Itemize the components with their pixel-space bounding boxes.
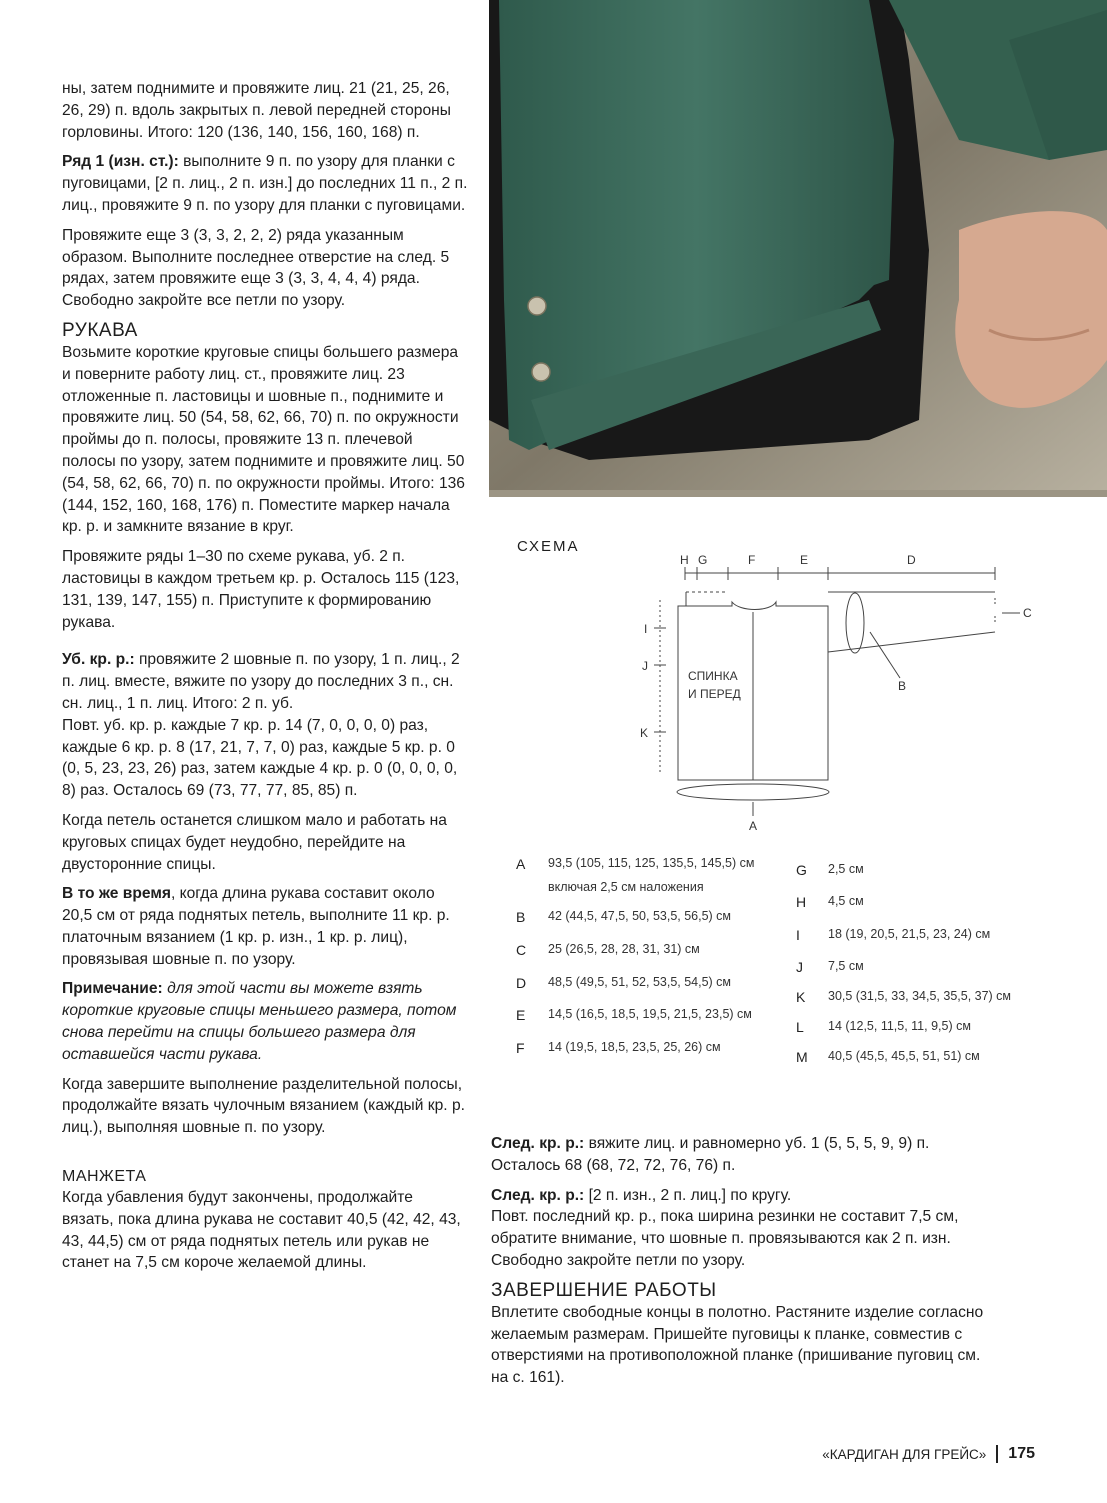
page-number: 175: [1008, 1445, 1035, 1462]
ribbing-paragraph: Повт. последний кр. р., пока ширина резинки не составит 7,5 см, обратите внимание, что шовные п. провязываются как 2 п. изн. Свободно закройте петли по узору.: [491, 1208, 959, 1269]
dpn-paragraph: Когда петель останется слишком мало и работать на круговых спицах будет неудобно, перейдите на двусторонние спицы.: [62, 811, 447, 873]
finishing-heading: ЗАВЕРШЕНИЕ РАБОТЫ: [491, 1279, 717, 1301]
next-round-2-paragraph: [491, 1185, 991, 1207]
cuff-heading: МАНЖЕТА: [62, 1168, 147, 1186]
label-c: C: [1023, 606, 1032, 620]
finishing-paragraph: Вплетите свободные концы в полотно. Растяните изделие согласно желаемым размерам. Пришейте пуговицы к планке, совместив с отверстиями на противоположной планке (пришивание пуговиц см. на с. 161).: [491, 1303, 984, 1387]
garment-schematic: [600, 540, 1060, 840]
decrease-label: Уб. кр. р.:: [62, 651, 135, 669]
cuff-paragraph: Когда убавления будут закончены, продолжайте вязать, пока длина рукава не составит 40,5 (42, 42, 43, 43, 44,5) см от ряда поднятых петель или рукав не станет на 7,5 см короче желаемой длины.: [62, 1189, 461, 1272]
sleeves-heading: РУКАВА: [62, 319, 138, 341]
measurements-left: A 93,5 (105, 115, 125, 135,5, 145,5) см включая 2,5 см наложения B 42 (44,5, 47,5, 50, 53,5, 56,5) см C 25 (26,5, 28, 28, 31, 31) см D 48,5 (49,5, 51, 52, 53,5, 54,5) см E 14,5 (16,5, 18,5, 19,5, 21,5, 23,5) см F 14 (19,5, 18,5, 23,5, 25, 26) см: [516, 856, 755, 1056]
next-round-1-text: вяжите лиц. и равномерно уб. 1 (5, 5, 5, 9, 9) п. Осталось 68 (68, 72, 72, 76, 76) п.: [491, 1135, 930, 1174]
row1-label: Ряд 1 (изн. ст.):: [62, 153, 179, 171]
decrease-paragraph: [62, 649, 468, 714]
same-time-label: В то же время: [62, 885, 171, 903]
label-h: H: [680, 553, 689, 567]
next-round-1-paragraph: [491, 1133, 991, 1177]
measurements-right: G 2,5 см H 4,5 см I 18 (19, 20,5, 21,5, 23, 24) см J 7,5 см K 30,5 (31,5, 33, 34,5, 35,5, 37) см L 14 (12,5, 11,5, 11, 9,5) см M 40,5 (45,5, 45,5, 51, 51) см: [796, 862, 1012, 1065]
decrease-text: провяжите 2 шовные п. по узору, 1 п. лиц., 2 п. лиц. вместе, вяжите по узору до последних 3 п., сн. сн. лиц., 1 п. лиц. Итого: 2 п. уб.: [62, 651, 460, 712]
footer-divider: [996, 1445, 998, 1463]
label-b: B: [898, 679, 907, 693]
label-j: J: [642, 659, 648, 673]
row1-paragraph: [62, 151, 468, 216]
label-f: F: [748, 553, 756, 567]
label-a: A: [749, 819, 758, 833]
sleeves-paragraph: Возьмите короткие круговые спицы большего размера и поверните работу лиц. ст., провяжите лиц. 23 отложенные п. ластовицы и шовные п., поднимите и провяжите лиц. 50 (54, 58, 62, 66, 70) п. по окружности проймы до п. полосы, провяжите 13 п. плечевой полосы по узору, затем поднимите и провяжите лиц. 50 (54, 58, 62, 66, 70) п. по окружности проймы. Итого: 136 (144, 152, 160, 168, 176) п. Поместите маркер начала кр. р. и замкните вязание в круг.: [62, 343, 465, 536]
note-label: Примечание:: [62, 980, 163, 998]
body-label-1: СПИНКА: [688, 669, 738, 683]
row1-text: выполните 9 п. по узору для планки с пуговицами, [2 п. лиц., 2 п. изн.] до последних 11 п., 2 п. лиц., провяжите 9 п. по узору для планки с пуговицами.: [62, 153, 468, 214]
next-round-2-text: [2 п. изн., 2 п. лиц.] по кругу.: [584, 1186, 792, 1204]
right-column: [491, 1133, 991, 1397]
label-i: I: [644, 622, 648, 636]
label-d: D: [907, 553, 916, 567]
footer-title: «КАРДИГАН ДЛЯ ГРЕЙС»: [822, 1446, 987, 1462]
photo-illustration: [489, 0, 1107, 497]
more-rows-paragraph: Провяжите еще 3 (3, 3, 2, 2, 2) ряда указанным образом. Выполните последнее отверстие на след. 5 рядах, затем провяжите еще 3 (3, 3, 4, 4, 4) ряда. Свободно закройте все петли по узору.: [62, 226, 450, 310]
next-round-2-label: След. кр. р.:: [491, 1186, 585, 1204]
schema-title: СХЕМА: [517, 538, 580, 555]
intro-paragraph: ны, затем поднимите и провяжите лиц. 21 (21, 25, 26, 26, 29) п. вдоль закрытых п. левой передней стороны горловины. Итого: 120 (136, 140, 156, 160, 168) п.: [62, 80, 451, 141]
note-paragraph: [62, 978, 468, 1065]
rows-paragraph: Провяжите ряды 1–30 по схеме рукава, уб. 2 п. ластовицы в каждом третьем кр. р. Осталось 115 (123, 131, 139, 147, 155) п. Приступите к формированию рукава.: [62, 548, 460, 631]
schema-labels: [640, 553, 1032, 833]
cardigan-photo: [489, 0, 1107, 497]
label-g: G: [698, 553, 708, 567]
body-label-2: И ПЕРЕД: [688, 687, 741, 701]
left-column: [62, 78, 468, 1282]
stockinette-paragraph: Когда завершите выполнение разделительной полосы, продолжайте вязать чулочным вязанием (каждый кр. р. лиц.), выполняя шовные п. по узору.: [62, 1075, 465, 1137]
repeat-paragraph: Повт. уб. кр. р. каждые 7 кр. р. 14 (7, 0, 0, 0, 0) раз, каждые 6 кр. р. 8 (17, 21, 7, 7, 0) раз, каждые 5 кр. р. 0 (0, 5, 23, 23, 26) раз, затем каждые 4 кр. р. 0 (0, 0, 0, 0, 8) раз. Осталось 69 (73, 77, 77, 85, 85) п.: [62, 716, 458, 800]
same-time-paragraph: [62, 883, 468, 970]
next-round-1-label: След. кр. р.:: [491, 1135, 585, 1152]
note-text: для этой части вы можете взять короткие круговые спицы меньшего размера, потом снова перейти на спицы большего размера для оставшейся части рукава.: [62, 980, 457, 1063]
same-time-text: , когда длина рукава составит около 20,5 см от ряда поднятых петель, выполните 11 кр. р. платочным вязанием (1 кр. р. изн., 1 кр. р. лиц), провязывая шовные п. по узору.: [62, 885, 450, 968]
label-k: K: [640, 726, 649, 740]
label-e: E: [800, 553, 809, 567]
page-footer: [822, 1445, 1035, 1463]
